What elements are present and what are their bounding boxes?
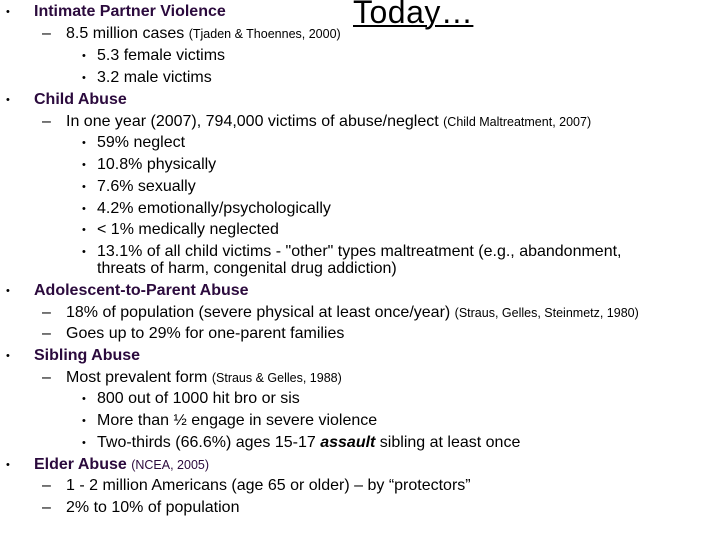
level1-bullet: •	[6, 94, 10, 106]
level2-item	[42, 303, 639, 323]
level3-item: 4.2% emotionally/psychologically	[97, 200, 331, 217]
level3-item	[97, 433, 520, 453]
dash: –	[42, 325, 51, 342]
level2-item	[42, 24, 341, 44]
level3-bullet: •	[82, 393, 86, 405]
level1-bullet: •	[6, 350, 10, 362]
level3-item: 3.2 male victims	[97, 69, 212, 86]
level3-item-continuation: threats of harm, congenital drug addiction)	[97, 260, 397, 277]
item-text: Two-thirds (66.6%) ages 15-17	[97, 434, 321, 451]
level3-item: 10.8% physically	[97, 156, 217, 173]
level3-bullet: •	[82, 203, 86, 215]
level3-bullet: •	[82, 50, 86, 62]
section-heading	[34, 455, 209, 475]
level3-item: 800 out of 1000 hit bro or sis	[97, 390, 300, 407]
section-heading: Child Abuse	[34, 91, 127, 108]
level3-bullet: •	[82, 246, 86, 258]
dash: –	[42, 477, 51, 494]
dash: –	[42, 25, 51, 42]
level2-item	[42, 476, 471, 496]
level3-item: < 1% medically neglected	[97, 221, 279, 238]
citation: (Straus & Gelles, 1988)	[211, 371, 342, 385]
level3-bullet: •	[82, 137, 86, 149]
dash: –	[42, 499, 51, 516]
level2-item	[42, 368, 342, 388]
level2-item	[42, 112, 591, 132]
item-text: In one year (2007), 794,000 victims of abuse/neglect	[66, 113, 439, 130]
level3-bullet: •	[82, 224, 86, 236]
level3-item: More than ½ engage in severe violence	[97, 412, 378, 429]
section-heading: Adolescent-to-Parent Abuse	[34, 282, 249, 299]
dash: –	[42, 113, 51, 130]
level2-item	[42, 498, 239, 518]
citation: (Tjaden & Thoennes, 2000)	[188, 27, 341, 41]
citation: (Child Maltreatment, 2007)	[443, 115, 592, 129]
item-text: 2% to 10% of population	[66, 499, 240, 516]
level3-bullet: •	[82, 437, 86, 449]
section-heading: Sibling Abuse	[34, 347, 141, 364]
level3-bullet: •	[82, 415, 86, 427]
item-text: 8.5 million cases	[66, 25, 185, 42]
section-heading: Intimate Partner Violence	[34, 3, 226, 20]
level1-bullet: •	[6, 459, 10, 471]
level3-bullet: •	[82, 159, 86, 171]
slide-title: Today…	[353, 0, 474, 30]
item-text: Goes up to 29% for one-parent families	[66, 325, 345, 342]
dash: –	[42, 369, 51, 386]
level3-bullet: •	[82, 72, 86, 84]
heading-text: Elder Abuse	[34, 456, 127, 473]
level3-item: 13.1% of all child victims - "other" types maltreatment (e.g., abandonment,	[97, 243, 622, 260]
level3-item: 5.3 female victims	[97, 47, 226, 64]
level3-item: 59% neglect	[97, 134, 186, 151]
level3-item: 7.6% sexually	[97, 178, 196, 195]
level2-item	[42, 324, 344, 344]
citation: (NCEA, 2005)	[131, 458, 210, 472]
citation: (Straus, Gelles, Steinmetz, 1980)	[454, 306, 639, 320]
emphasis-text: assault	[320, 434, 376, 451]
item-text: 1 - 2 million Americans (age 65 or older) – by “protectors”	[66, 477, 471, 494]
dash: –	[42, 304, 51, 321]
level1-bullet: •	[6, 285, 10, 297]
item-text: sibling at least once	[375, 434, 521, 451]
level3-bullet: •	[82, 181, 86, 193]
level1-bullet: •	[6, 6, 10, 18]
item-text: Most prevalent form	[66, 369, 208, 386]
item-text: 18% of population (severe physical at least once/year)	[66, 304, 451, 321]
